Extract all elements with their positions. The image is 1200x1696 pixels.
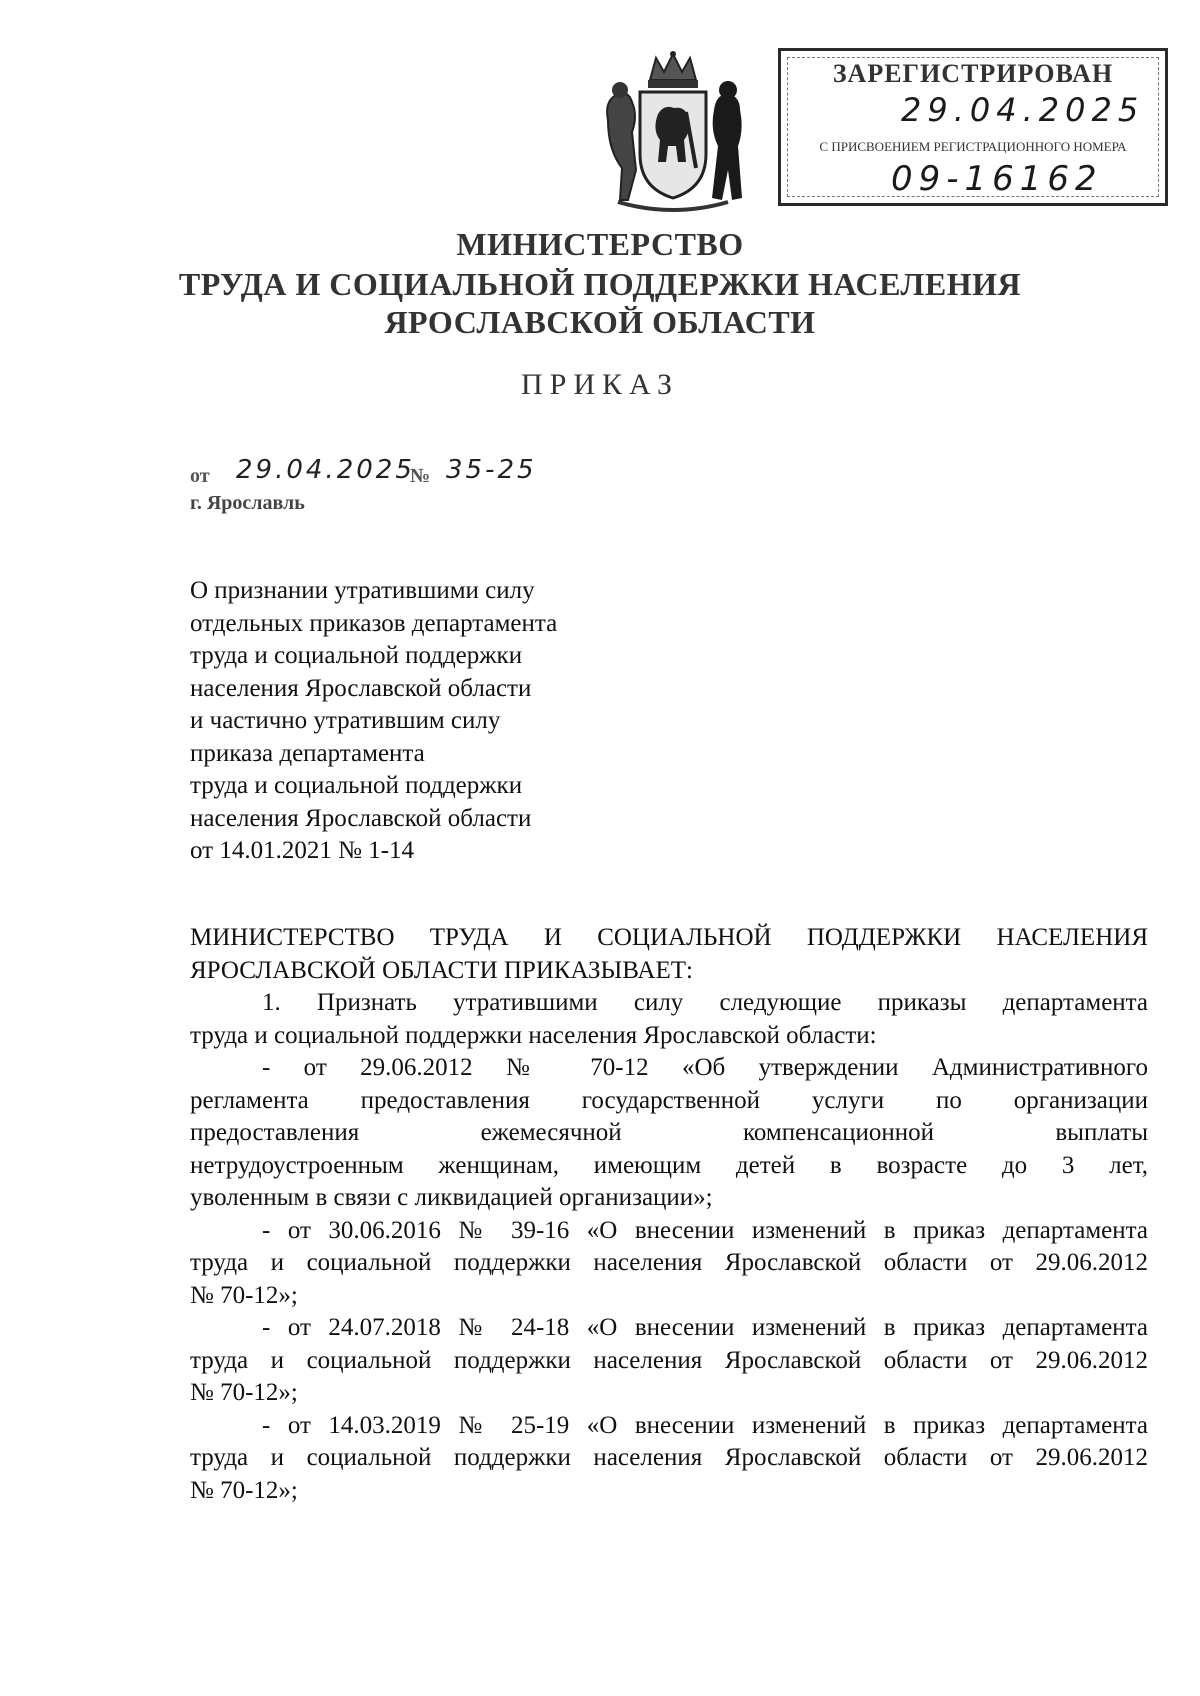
issue-city: г. Ярославль: [190, 492, 305, 514]
order-number-handwritten: 35-25: [446, 455, 537, 485]
body-line: труда и социальной поддержки населения Ярославской области от 29.06.2012: [190, 1249, 1148, 1276]
registration-stamp: [778, 48, 1168, 206]
order-subject: [190, 575, 670, 868]
body-line: ЯРОСЛАВСКОЙ ОБЛАСТИ ПРИКАЗЫВАЕТ:: [190, 956, 693, 984]
body-line: МИНИСТЕРСТВО ТРУДА И СОЦИАЛЬНОЙ ПОДДЕРЖКИ НАСЕЛЕНИЯ: [190, 924, 1148, 951]
subject-line: населения Ярославской области: [190, 674, 532, 702]
stamp-handwritten-date: 29.04.2025: [901, 91, 1145, 129]
body-line: № 70-12»;: [190, 1476, 298, 1504]
subject-line: труда и социальной поддержки: [190, 772, 523, 799]
subject-line: и частично утратившим силу: [190, 707, 501, 734]
order-date-handwritten: 29.04.2025: [236, 455, 415, 485]
stamp-handwritten-number: 09-16162: [891, 159, 1103, 199]
body-line: - от 29.06.2012 № 70-12 «Об утверждении Административного: [262, 1054, 1148, 1081]
stamp-caption: С ПРИСВОЕНИЕМ РЕГИСТРАЦИОННОГО НОМЕРА: [819, 139, 1127, 154]
date-prefix: от: [190, 465, 210, 487]
subject-line: населения Ярославской области: [190, 804, 532, 832]
subject-line: от 14.01.2021 № 1-14: [190, 837, 415, 864]
body-line: 1. Признать утратившими силу следующие приказы департамента: [262, 989, 1148, 1016]
subject-line: приказа департамента: [190, 739, 425, 767]
ministry-heading-line: ЯРОСЛАВСКОЙ ОБЛАСТИ: [384, 304, 816, 340]
stamp-title: ЗАРЕГИСТРИРОВАН: [832, 59, 1114, 88]
subject-line: труда и социальной поддержки: [190, 642, 523, 669]
body-line: нетрудоустроенным женщинам, имеющим детей в возрасте до 3 лет,: [190, 1151, 1148, 1179]
body-line: № 70-12»;: [190, 1379, 298, 1406]
order-body: [190, 922, 1148, 1507]
document-type-title: ПРИКАЗ: [521, 368, 679, 401]
body-line: регламента предоставления государственной услуги по организации: [190, 1086, 1148, 1114]
body-line: № 70-12»;: [190, 1281, 298, 1309]
body-line: - от 14.03.2019 № 25-19 «О внесении изменений в приказ департамента: [262, 1411, 1148, 1439]
body-line: - от 24.07.2018 № 24-18 «О внесении изменений в приказ департамента: [262, 1314, 1148, 1341]
body-line: - от 30.06.2016 № 39-16 «О внесении изменений в приказ департамента: [262, 1216, 1148, 1244]
body-line: труда и социальной поддержки населения Ярославской области от 29.06.2012: [190, 1444, 1148, 1471]
subject-line: отдельных приказов департамента: [190, 609, 558, 637]
coat-of-arms-emblem: [598, 50, 748, 218]
ministry-heading-line: МИНИСТЕРСТВО: [456, 226, 744, 262]
number-sign: №: [410, 465, 431, 487]
subject-line: О признании утратившими силу: [190, 577, 535, 604]
body-line: уволенным в связи с ликвидацией организации»;: [190, 1184, 713, 1211]
body-line: предоставления ежемесячной компенсационной выплаты: [190, 1119, 1148, 1146]
body-line: труда и социальной поддержки населения Ярославской области от 29.06.2012: [190, 1346, 1148, 1374]
ministry-heading-line: ТРУДА И СОЦИАЛЬНОЙ ПОДДЕРЖКИ НАСЕЛЕНИЯ: [178, 266, 1022, 302]
body-line: труда и социальной поддержки населения Ярославской области:: [190, 1021, 877, 1049]
